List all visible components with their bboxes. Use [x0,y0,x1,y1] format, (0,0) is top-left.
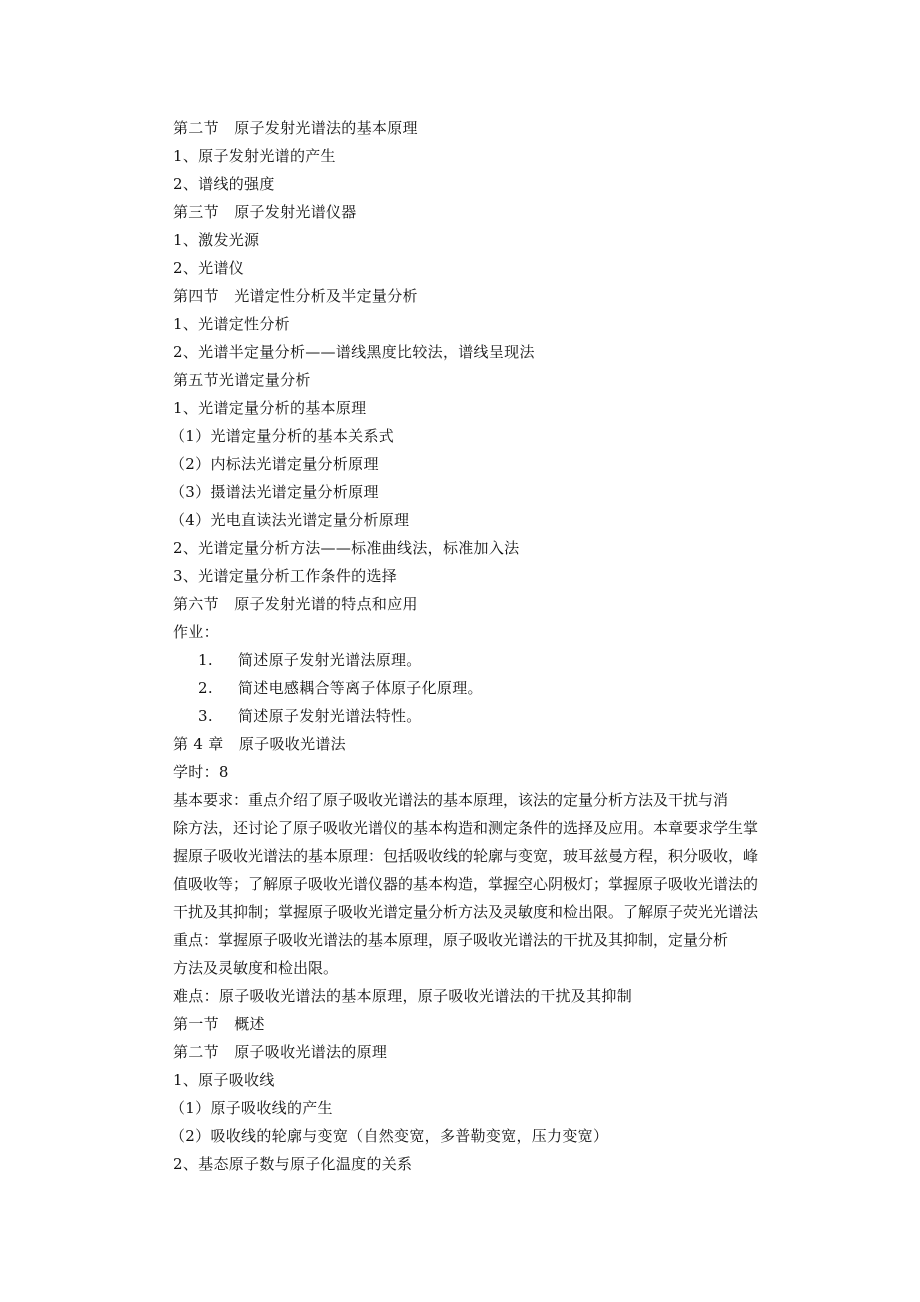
homework-item [198,706,780,726]
paragraph-line: 方法及灵敏度和检出限。 [173,959,339,977]
class-hours: 学时：8 [173,763,229,781]
homework-item-text: 简述电感耦合等离子体原子化原理。 [238,679,483,697]
section-heading: 第五节光谱定量分析 [173,371,311,389]
sub-list-item: （1）原子吸收线的产生 [170,1099,333,1117]
list-item: 1、原子吸收线 [173,1071,275,1089]
sub-list-item: （2）内标法光谱定量分析原理 [170,455,379,473]
section-heading: 第六节 原子发射光谱的特点和应用 [173,595,418,613]
homework-item-text: 简述原子发射光谱法原理。 [238,651,422,669]
homework-item [198,678,780,698]
list-item: 2、谱线的强度 [173,175,275,193]
sub-list-item: （1）光谱定量分析的基本关系式 [170,427,395,445]
paragraph-line: 干扰及其抑制；掌握原子吸收光谱定量分析方法及灵敏度和检出限。了解原子荧光光谱法 [173,903,759,921]
sub-list-item: （4）光电直读法光谱定量分析原理 [170,511,410,529]
list-item: 2、光谱半定量分析——谱线黑度比较法，谱线呈现法 [173,343,535,361]
basic-requirements-paragraph [173,786,783,926]
list-item: 1、激发光源 [173,231,260,249]
list-item: 1、原子发射光谱的产生 [173,147,336,165]
section-heading: 第一节 概述 [173,1015,265,1033]
homework-item [198,650,780,670]
sub-list-item: （3）摄谱法光谱定量分析原理 [170,483,379,501]
list-item: 2、光谱仪 [173,259,245,277]
section-heading: 第三节 原子发射光谱仪器 [173,203,357,221]
list-item: 2、基态原子数与原子化温度的关系 [173,1155,413,1173]
paragraph-line: 基本要求：重点介绍了原子吸收光谱法的基本原理，该法的定量分析方法及干扰与消 [173,791,729,809]
chapter-heading: 第 4 章 原子吸收光谱法 [173,735,346,753]
section-heading: 第二节 原子吸收光谱法的原理 [173,1043,388,1061]
list-item: 3、光谱定量分析工作条件的选择 [173,567,398,585]
sub-list-item: （2）吸收线的轮廓与变宽（自然变宽，多普勒变宽，压力变宽） [170,1127,609,1145]
homework-label: 作业： [173,623,219,641]
homework-item-number: 1. [198,651,213,669]
difficulty-line: 难点：原子吸收光谱法的基本原理，原子吸收光谱法的干扰及其抑制 [173,987,633,1005]
section-heading: 第四节 光谱定性分析及半定量分析 [173,287,418,305]
section-heading: 第二节 原子发射光谱法的基本原理 [173,119,418,137]
paragraph-line: 除方法，还讨论了原子吸收光谱仪的基本构造和测定条件的选择及应用。本章要求学生掌 [173,819,759,837]
homework-item-number: 3. [198,707,213,725]
list-item: 2、光谱定量分析方法——标准曲线法，标准加入法 [173,539,520,557]
key-points-paragraph [173,926,783,982]
paragraph-line: 值吸收等；了解原子吸收光谱仪器的基本构造，掌握空心阴极灯；掌握原子吸收光谱法的 [173,875,759,893]
paragraph-line: 握原子吸收光谱法的基本原理：包括吸收线的轮廓与变宽，玻耳兹曼方程，积分吸收，峰 [173,847,759,865]
list-item: 1、光谱定量分析的基本原理 [173,399,367,417]
paragraph-line: 重点：掌握原子吸收光谱法的基本原理，原子吸收光谱法的干扰及其抑制，定量分析 [173,931,729,949]
list-item: 1、光谱定性分析 [173,315,290,333]
homework-item-number: 2. [198,679,213,697]
homework-item-text: 简述原子发射光谱法特性。 [238,707,422,725]
